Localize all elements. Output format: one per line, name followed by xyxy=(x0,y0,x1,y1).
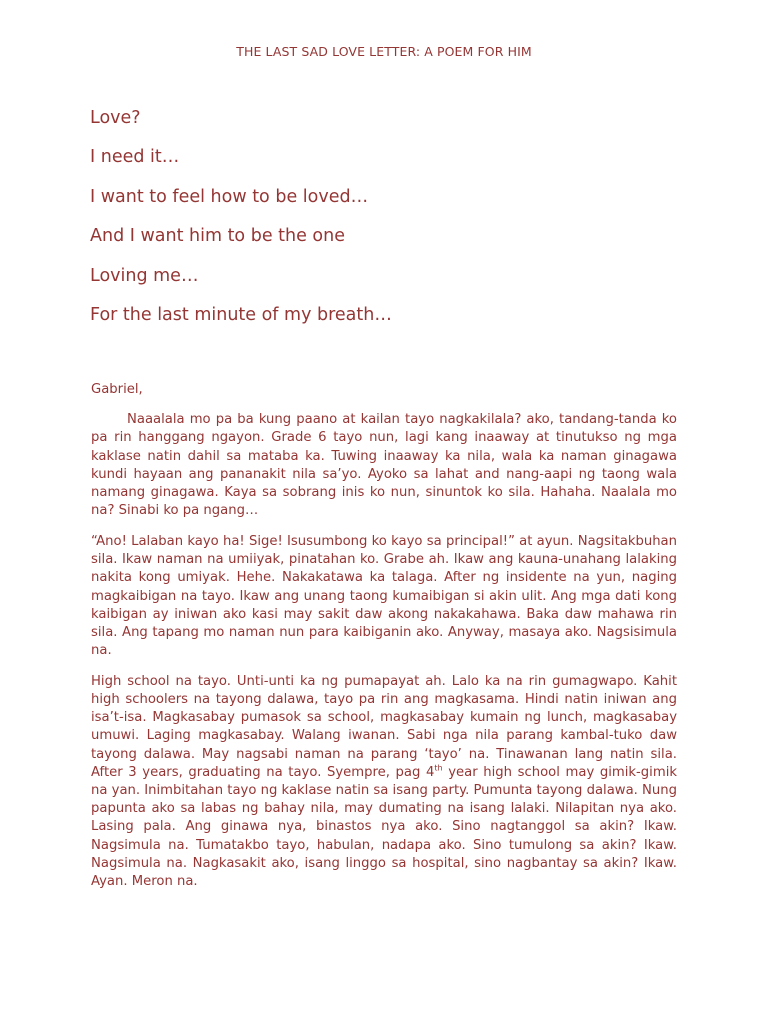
paragraph-text: year high school may gimik-gimik na yan. Inimbitahan tayo ng kaklase natin sa isang party. Pumunta tayong dalawa. Nung papunta ako sa labas ng bahay nila, may dumating na isang lalaki. Nilapitan nya ako. Lasing pala. Ang ginawa nya, binastos nya ako. Sino nagtanggol sa akin? Ikaw. Nagsimula na. Tumatakbo tayo, habulan, nadapa ako. Sino tumulong sa akin? Ikaw. Nagsimula na. Nagkasakit ako, isang linggo sa hospital, sino nagbantay sa akin? Ikaw. Ayan. Meron na. xyxy=(91,764,677,890)
letter-paragraph xyxy=(91,673,677,891)
poem-line: Loving me… xyxy=(90,265,199,286)
paragraph-text: High school na tayo. Unti-unti ka ng pumapayat ah. Lalo ka na rin gumagwapo. Kahit high schoolers na tayong dalawa, tayo pa rin ang magkasama. Hindi natin iniwan ang isa’t-isa. Magkasabay pumasok sa school, magkasabay kumain ng lunch, magkasabay umuwi. Laging magkasabay. Walang iwanan. Sabi nga nila parang kambal-tuko daw tayong dalawa. May nagsabi naman na parang ‘tayo’ na. Tinawanan lang natin sila. After 3 years, graduating na tayo. Syempre, pag 4 xyxy=(91,673,677,780)
letter-body xyxy=(91,381,677,904)
poem-line: Love? xyxy=(90,108,141,128)
poem xyxy=(90,104,690,340)
document-title: THE LAST SAD LOVE LETTER: A POEM FOR HIM xyxy=(236,44,532,59)
poem-line: For the last minute of my breath… xyxy=(90,304,392,325)
poem-line: I need it… xyxy=(90,147,180,168)
poem-line: And I want him to be the one xyxy=(90,226,345,247)
letter-paragraph: Naaalala mo pa ba kung paano at kailan tayo nagkakilala? ako, tandang-tanda ko pa rin hanggang ngayon. Grade 6 tayo nun, lagi kang inaaway at tinutukso ng mga kaklase natin dahil sa mataba ka. Tuwing inaaway ka nila, wala ka naman ginagawa kundi hayaan ang pananakit nila sa’yo. Ayoko sa lahat and nang-aapi ng taong wala namang ginagawa. Kaya sa sobrang inis ko nun, sinuntok ko sila. Hahaha. Naalala mo na? Sinabi ko pa ngang… xyxy=(91,412,677,519)
letter-greeting: Gabriel, xyxy=(91,382,143,397)
ordinal-suffix: th xyxy=(434,763,443,773)
poem-line: I want to feel how to be loved… xyxy=(90,186,369,207)
letter-paragraph: “Ano! Lalaban kayo ha! Sige! Isusumbong ko kayo sa principal!” at ayun. Nagsitakbuhan sila. Ikaw naman na umiiyak, pinatahan ko. Grabe ah. Ikaw ang kauna-unahang lalaking nakita kong umiyak. Hehe. Nakakatawa ka talaga. After ng insidente na yun, naging magkaibigan na tayo. Ikaw ang unang taong kumaibigan si akin ulit. Ang mga dati kong kaibigan ay iniwan ako kasi may sakit daw akong nakakahawa. Baka daw mahawa rin sila. Ang tapang mo naman nun para kaibiganin ako. Anyway, masaya ako. Nagsisimula na. xyxy=(91,533,677,659)
